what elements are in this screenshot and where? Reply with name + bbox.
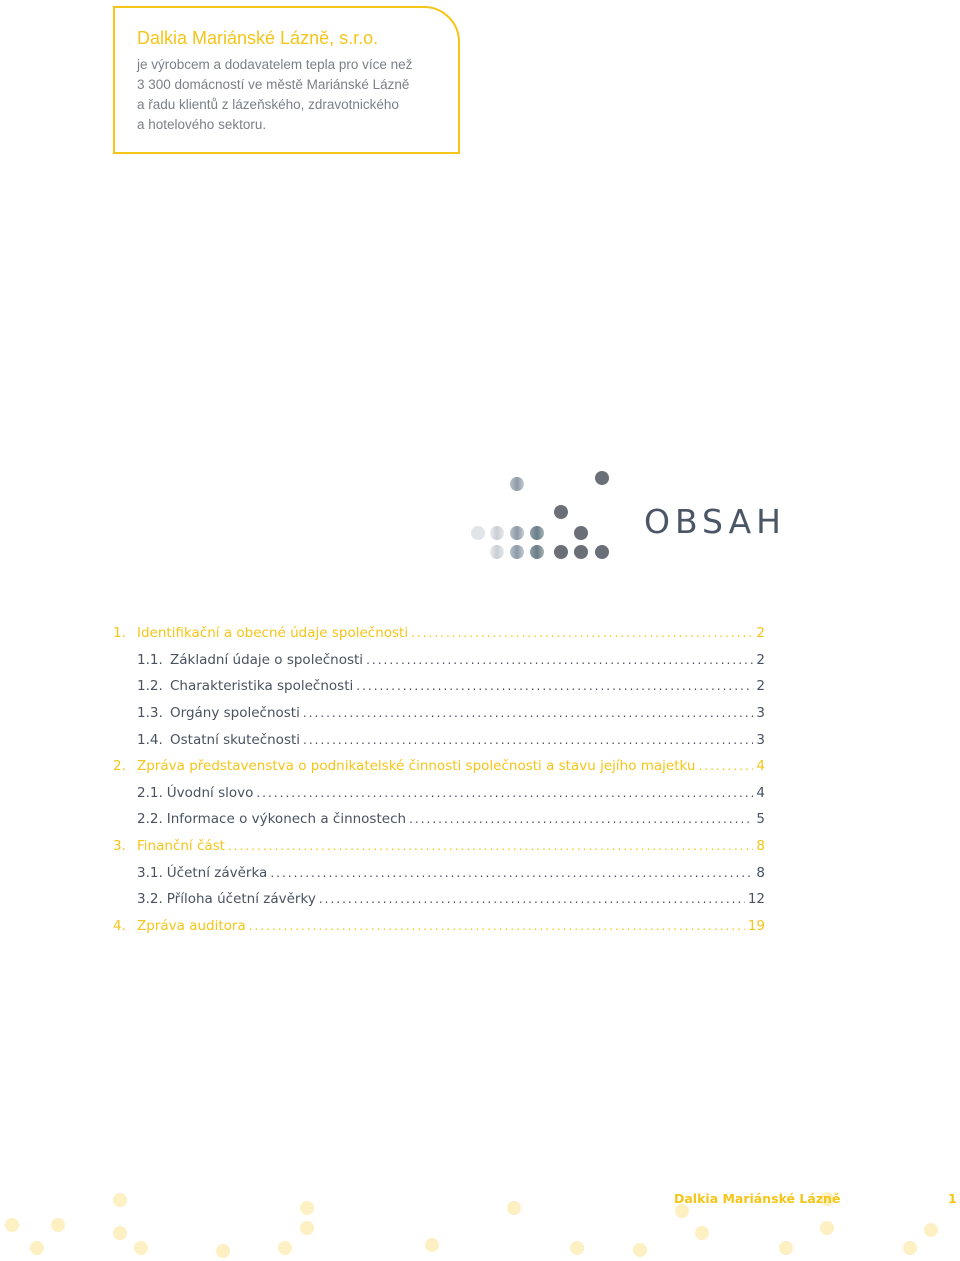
toc-page: 3 [756, 731, 765, 748]
toc-number: 2.1. [137, 784, 163, 801]
toc-leader [228, 839, 753, 853]
logo-dot [471, 526, 485, 540]
toc-page: 4 [756, 758, 765, 775]
toc-leader [319, 892, 745, 906]
intro-line: a řadu klientů z lázeňského, zdravotnického [137, 97, 399, 112]
logo-dot [574, 526, 588, 540]
logo-dot [510, 545, 524, 559]
toc-label: Charakteristika společnosti [170, 678, 354, 695]
toc-label: Orgány společnosti [170, 705, 300, 722]
toc-page: 5 [756, 811, 765, 828]
toc-number: 1.1. [137, 651, 163, 668]
toc-leader [356, 679, 753, 693]
toc-label: Finanční část [137, 838, 225, 855]
toc-number: 2.2. [137, 811, 163, 828]
toc-label: Účetní závěrka [166, 864, 268, 881]
toc-item[interactable] [113, 806, 765, 833]
toc-item[interactable] [113, 833, 765, 860]
logo-dot [510, 526, 524, 540]
logo-dot [530, 545, 544, 559]
table-of-contents [113, 620, 765, 939]
logo-dot [490, 526, 504, 540]
toc-item[interactable] [113, 753, 765, 780]
toc-item[interactable] [113, 700, 765, 727]
toc-number: 4. [113, 917, 126, 934]
footer-dot [903, 1241, 917, 1255]
intro-title: Dalkia Mariánské Lázně, s.r.o. [137, 28, 379, 48]
footer-dot [633, 1243, 647, 1257]
footer-dot [278, 1241, 292, 1255]
toc-page: 8 [756, 864, 765, 881]
toc-item[interactable] [113, 726, 765, 753]
toc-leader [411, 626, 753, 640]
footer-dot [30, 1241, 44, 1255]
footer-dot [134, 1241, 148, 1255]
toc-item[interactable] [113, 780, 765, 807]
toc-label: Základní údaje o společnosti [170, 651, 364, 668]
toc-label: Příloha účetní závěrky [166, 891, 316, 908]
toc-page: 2 [756, 678, 765, 695]
footer-dot [507, 1201, 521, 1215]
toc-item[interactable] [113, 886, 765, 913]
toc-leader [270, 866, 753, 880]
toc-leader [303, 706, 754, 720]
toc-leader [366, 653, 753, 667]
logo-dot [554, 545, 568, 559]
footer-dot [779, 1241, 793, 1255]
toc-page: 2 [756, 651, 765, 668]
toc-item[interactable] [113, 647, 765, 674]
toc-number: 2. [113, 758, 126, 775]
footer-dot [924, 1223, 938, 1237]
toc-leader [698, 759, 753, 773]
toc-page: 4 [756, 784, 765, 801]
section-title: OBSAH [644, 502, 786, 541]
intro-line: je výrobcem a dodavatelem tepla pro více než [137, 57, 413, 72]
toc-page: 2 [756, 625, 765, 642]
toc-leader [249, 919, 745, 933]
toc-number: 3.1. [137, 864, 163, 881]
toc-leader [409, 812, 753, 826]
toc-number: 1.4. [137, 731, 163, 748]
logo-dot [595, 471, 609, 485]
toc-page: 8 [756, 838, 765, 855]
toc-item[interactable] [113, 673, 765, 700]
logo-dot [530, 526, 544, 540]
footer-dot [675, 1204, 689, 1218]
toc-label: Zpráva auditora [137, 917, 246, 934]
footer-dot [5, 1218, 19, 1232]
toc-item[interactable] [113, 913, 765, 940]
logo-dot [554, 505, 568, 519]
footer-dot [300, 1221, 314, 1235]
toc-item[interactable] [113, 620, 765, 647]
toc-page: 19 [747, 917, 765, 934]
toc-number: 3.2. [137, 891, 163, 908]
toc-number: 3. [113, 838, 126, 855]
logo-dot [574, 545, 588, 559]
footer-dot [113, 1226, 127, 1240]
toc-label: Ostatní skutečnosti [170, 731, 301, 748]
logo-dot [510, 477, 524, 491]
toc-leader [303, 733, 753, 747]
intro-line: 3 300 domácností ve městě Mariánské Lázně [137, 77, 410, 92]
intro-text [137, 55, 447, 135]
toc-number: 1.3. [137, 705, 163, 722]
footer-dot [695, 1226, 709, 1240]
toc-label: Zpráva představenstva o podnikatelské činnosti společnosti a stavu jejího majetku [137, 758, 696, 775]
footer-dot [216, 1244, 230, 1258]
logo-dot [490, 545, 504, 559]
footer-dot [51, 1218, 65, 1232]
decorative-dots-logo [464, 462, 624, 562]
toc-number: 1.2. [137, 678, 163, 695]
footer-dot [300, 1201, 314, 1215]
footer-dot [113, 1193, 127, 1207]
logo-dot [595, 545, 609, 559]
toc-label: Informace o výkonech a činnostech [166, 811, 407, 828]
footer-page-number: 1 [948, 1191, 957, 1206]
toc-label: Identifikační a obecné údaje společnosti [137, 625, 409, 642]
toc-leader [256, 786, 753, 800]
footer-dot [570, 1241, 584, 1255]
intro-line: a hotelového sektoru. [137, 117, 267, 132]
toc-number: 1. [113, 625, 126, 642]
toc-page: 3 [756, 705, 765, 722]
footer-dot [425, 1238, 439, 1252]
toc-page: 12 [747, 891, 765, 908]
toc-item[interactable] [113, 859, 765, 886]
toc-label: Úvodní slovo [166, 784, 254, 801]
footer-dot [820, 1221, 834, 1235]
footer-company-name: Dalkia Mariánské Lázně [674, 1191, 841, 1206]
